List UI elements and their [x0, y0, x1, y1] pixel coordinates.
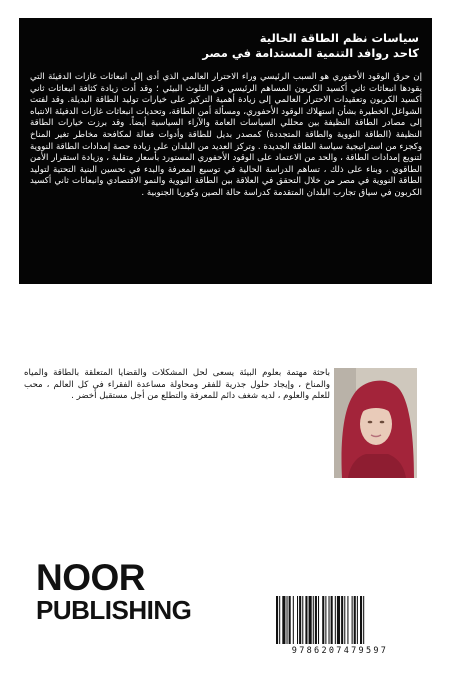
barcode-bar — [313, 596, 314, 644]
barcode-bar — [289, 596, 291, 644]
barcode-bar — [360, 596, 362, 644]
author-photo-icon — [334, 368, 417, 478]
title-line-2: كاحد روافد التنمية المستدامة في مصر — [202, 46, 419, 60]
barcode-bar — [322, 596, 324, 644]
barcode-bar — [329, 596, 330, 644]
barcode-bar — [315, 596, 317, 644]
barcode-bar — [297, 596, 298, 644]
barcode-bar — [341, 596, 343, 644]
barcode-bar — [354, 596, 356, 644]
book-abstract: إن حرق الوقود الأحفوري هو السبب الرئيسي وراء الاحترار العالمي الذي أدى إلى انبعاثات غازات الدفيئة التي يقودها انبعاثات ثاني أكسيد الكربون المساهم الرئيسي في التلوث البيئي ؛ وقد أدت زيادة كثافة انبعاثات ثاني أكسيد الكربون وتعقيدات الاحترار العالمي إلى زيادة أهمية التركيز على خيارات توليد الطاقة البديلة. وقد لفتت الشواغل الخطيرة بشأن استهلاك الوقود الأحفوري، ومسألة أمن الطاقة، وتحديات انبعاثات غازات الدفيئة الانتباه إلى مصادر الطاقة النظيفة بين محللي السياسات العامة والآراء السياسية أيضاً. وقد برزت خيارات الطاقة النظيفة (الطاقة النووية والطاقة المتجددة) كمصدر بديل للطاقة وأدوات فعالة لمكافحة مخاطر تغير المناخ وكجزء من استراتيجية سياسة الطاقة الجديدة . وتركز العديد من البلدان على زيادة حصة إمدادات الطاقة النووية لتنويع إمدادات الطاقة ، والحد من الاعتماد على الوقود الأحفوري المستورد بأسعار متقلبة ، وزيادة استقرار الأمن الطاقوي ، وبناء على ذلك ، تساهم الدراسة الحالية في توسيع المعرفة والبدء في تحسين البنية التحتية لتوليد الطاقة النووية في مصر من خلال التحقق في العلاقة بين الطاقة النووية والنمو الاقتصادي وانبعاثات ثاني أكسيد الكربون في سياق تجارب البلدان المتقدمة كدراسة حالة الصين وكوريا الجنوبية . — [30, 72, 422, 198]
barcode-bar — [352, 596, 353, 644]
barcode-bar — [337, 596, 340, 644]
publisher-logo-line-1: NOOR — [36, 557, 145, 598]
barcode-bar — [299, 596, 301, 644]
barcode-bar — [325, 596, 326, 644]
barcode-bar — [276, 596, 278, 644]
barcode-bar — [344, 596, 345, 644]
barcode-bar — [347, 596, 348, 644]
publisher-logo — [36, 557, 192, 625]
barcode-bar — [279, 596, 280, 644]
barcode-bar — [357, 596, 358, 644]
publisher-logo-line-2: PUBLISHING — [36, 595, 192, 625]
book-title — [99, 31, 419, 61]
author-bio: باحثة مهتمة بعلوم البيئة يسعى لحل المشكلات والقضايا المتعلقة بالطاقة والمياه والمناخ ، وإيجاد حلول جذرية للفقر ومحاولة مساعدة الفقراء في كل العالم ، محب للعلم والعلوم ، لديه شغف دائم للمعرفة والتطلع من أجل مستقبل أخضر . — [24, 368, 330, 402]
barcode-bar — [331, 596, 333, 644]
isbn-barcode — [270, 594, 410, 660]
barcode-bar — [309, 596, 312, 644]
isbn-number: 9786207479597 — [291, 646, 389, 656]
barcode-bar — [302, 596, 303, 644]
barcode-bar — [293, 596, 294, 644]
barcode-bar — [335, 596, 336, 644]
barcode-bar — [282, 596, 285, 644]
barcode-bar — [287, 596, 288, 644]
author-photo — [334, 368, 417, 478]
isbn-barcode-icon — [270, 594, 410, 646]
barcode-bar — [305, 596, 307, 644]
barcode-bar — [318, 596, 319, 644]
title-line-1: سياسات نظم الطاقة الحالية — [259, 31, 419, 45]
barcode-bar — [363, 596, 364, 644]
